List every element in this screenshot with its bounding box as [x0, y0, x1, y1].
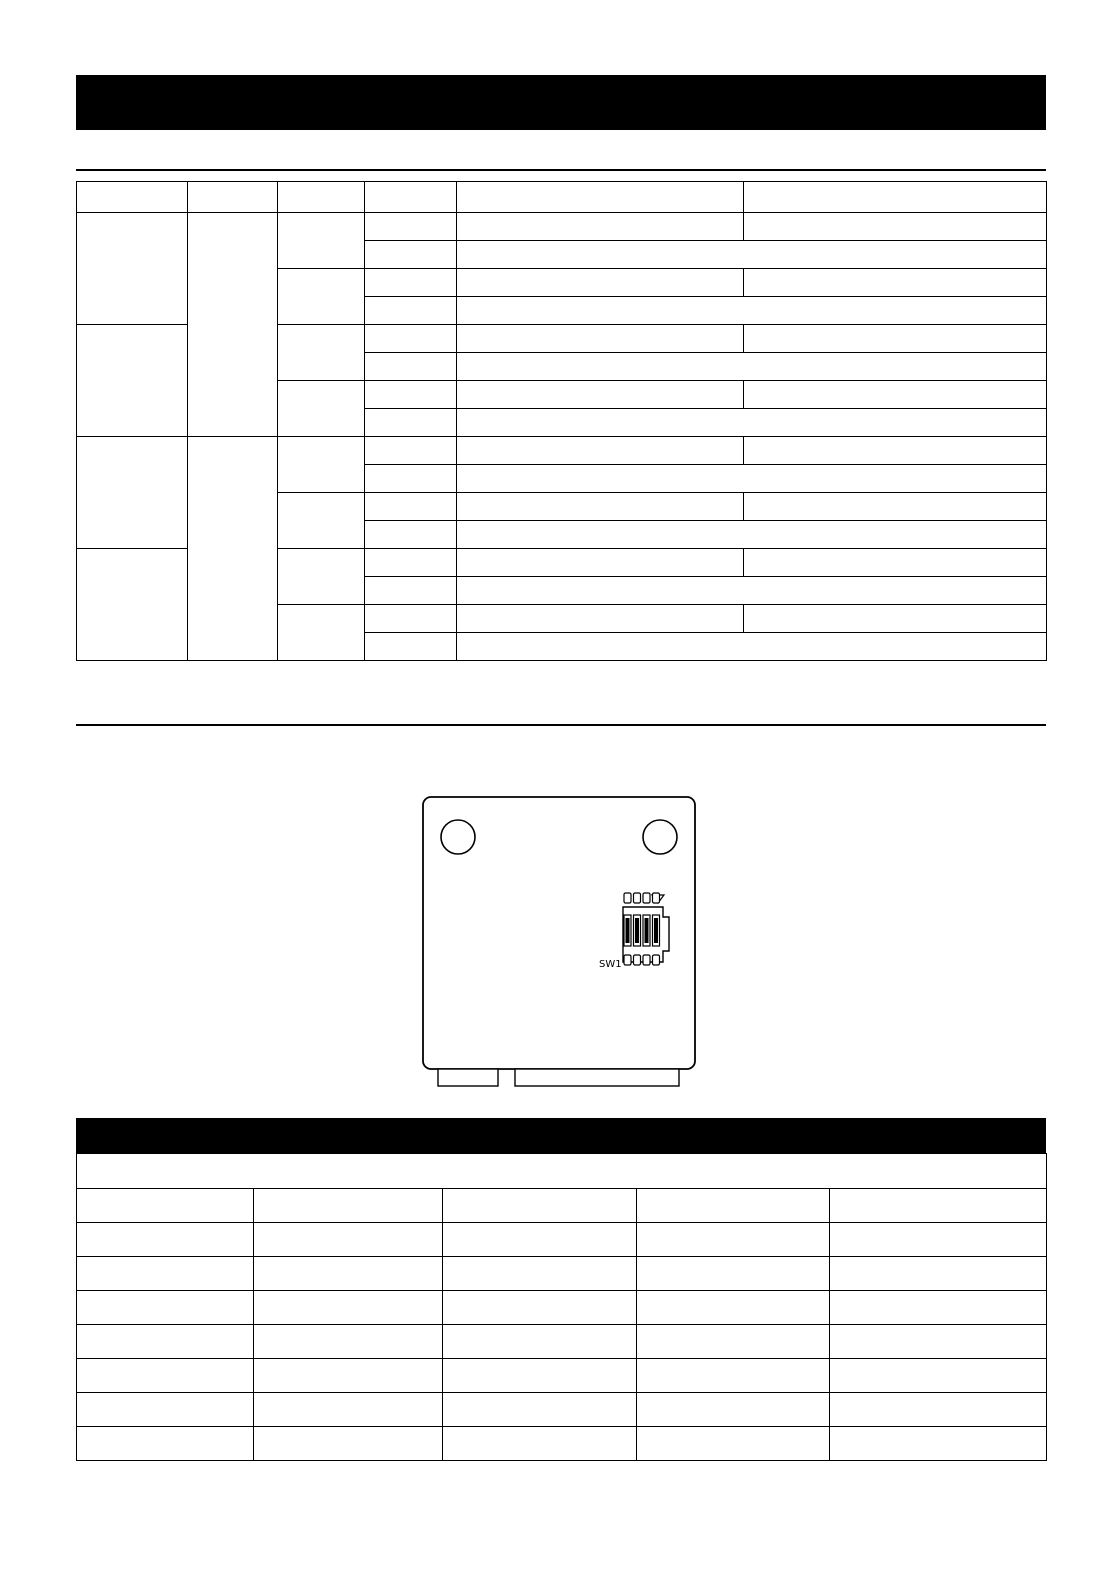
table-row: [77, 1393, 1047, 1427]
section-rule-top: [76, 169, 1046, 171]
table-cell: [278, 549, 365, 605]
dip-pin-top: [653, 893, 660, 903]
dip-slider-knob: [626, 918, 630, 943]
table-subheader-row: [77, 1154, 1047, 1189]
switch-label: SW1: [599, 959, 622, 970]
table-row: [77, 1257, 1047, 1291]
table-row: [77, 1325, 1047, 1359]
connector-right: [515, 1069, 679, 1086]
connector-left: [438, 1069, 498, 1086]
dip-slider-knob: [635, 918, 639, 943]
dip-table: [76, 1153, 1047, 1461]
table-cell: [278, 605, 365, 661]
table-cell: [77, 325, 188, 437]
title-bar: [76, 75, 1046, 130]
dip-pin-bottom: [634, 955, 641, 965]
dip-pin-top: [643, 893, 650, 903]
table-cell: [278, 381, 365, 437]
table-cell: [278, 325, 365, 381]
table-cell: [278, 493, 365, 549]
table-cell: [278, 213, 365, 269]
section-band: [76, 1118, 1046, 1153]
table-row: [77, 1223, 1047, 1257]
dip-slider-knob: [654, 918, 658, 943]
spec-table: [76, 181, 1047, 661]
mounting-hole-right: [643, 820, 677, 854]
table-header-row: [77, 182, 1047, 213]
table-row: [77, 1427, 1047, 1461]
table-cell: [278, 437, 365, 493]
section-rule-middle: [76, 724, 1046, 726]
table-cell: [77, 549, 188, 661]
dip-pin-top: [624, 893, 631, 903]
table-row: [77, 1189, 1047, 1223]
table-cell: [188, 213, 278, 437]
dip-pin-bottom: [624, 955, 631, 965]
table-row: [77, 1359, 1047, 1393]
table-cell: [77, 213, 188, 325]
table-row: [77, 437, 1047, 465]
table-row: [77, 1291, 1047, 1325]
table-cell: [77, 437, 188, 549]
table-cell: [188, 437, 278, 661]
dip-slider-knob: [645, 918, 649, 943]
table-row: [77, 213, 1047, 241]
table-cell: [278, 269, 365, 325]
mounting-hole-left: [441, 820, 475, 854]
dip-pin-bottom: [643, 955, 650, 965]
dip-pin-bottom: [653, 955, 660, 965]
pcb-diagram: [418, 795, 700, 1090]
dip-pin-top: [634, 893, 641, 903]
